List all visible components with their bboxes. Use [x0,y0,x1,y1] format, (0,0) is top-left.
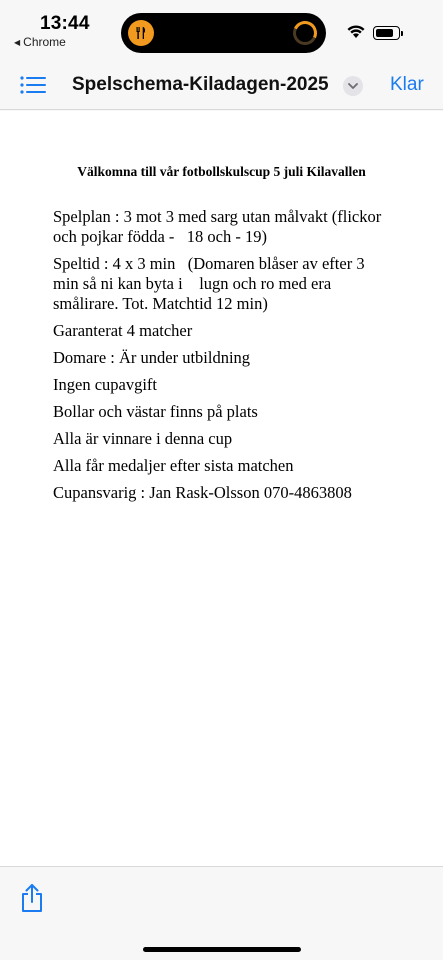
document-heading: Välkomna till vår fotbollskulscup 5 juli Kilavallen [77,164,366,179]
list-icon[interactable] [20,75,46,95]
back-to-app-link[interactable] [14,35,66,49]
navigation-bar [0,58,443,110]
document-line: Bollar och västar finns på plats [53,402,258,421]
document-body [53,207,393,510]
restaurant-icon [128,20,154,46]
document-line: Domare : Är under utbildning [53,348,251,367]
document-line: Ingen cupavgift [53,375,158,394]
done-button[interactable]: Klar [390,74,424,95]
document-line: Speltid : 4 x 3 min (Domaren blåser av efter 3 min så ni kan byta i lugn och ro med era smålirare. Tot. Matchtid 12 min) [53,254,369,313]
document-viewer[interactable] [0,111,443,866]
chevron-down-icon[interactable] [343,76,363,96]
status-bar [0,0,443,58]
document-line: Spelplan : 3 mot 3 med sarg utan målvakt (flickor och pojkar födda - 18 och - 19) [53,207,386,246]
back-app-label: Chrome [23,35,66,49]
back-arrow-icon: ◀ [14,37,21,47]
share-icon[interactable] [19,883,45,913]
status-time: 13:44 [40,13,90,34]
document-line: Cupansvarig : Jan Rask-Olsson 070-4863808 [53,483,352,502]
document-line: Garanterat 4 matcher [53,321,193,340]
wifi-icon [346,24,366,44]
document-line: Alla är vinnare i denna cup [53,429,233,448]
bottom-toolbar [0,866,443,960]
document-line: Alla får medaljer efter sista matchen [53,456,294,475]
battery-icon [373,26,400,40]
document-title: Spelschema-Kiladagen-2025 [72,74,329,95]
home-indicator[interactable] [143,947,301,952]
dynamic-island[interactable] [121,13,326,53]
